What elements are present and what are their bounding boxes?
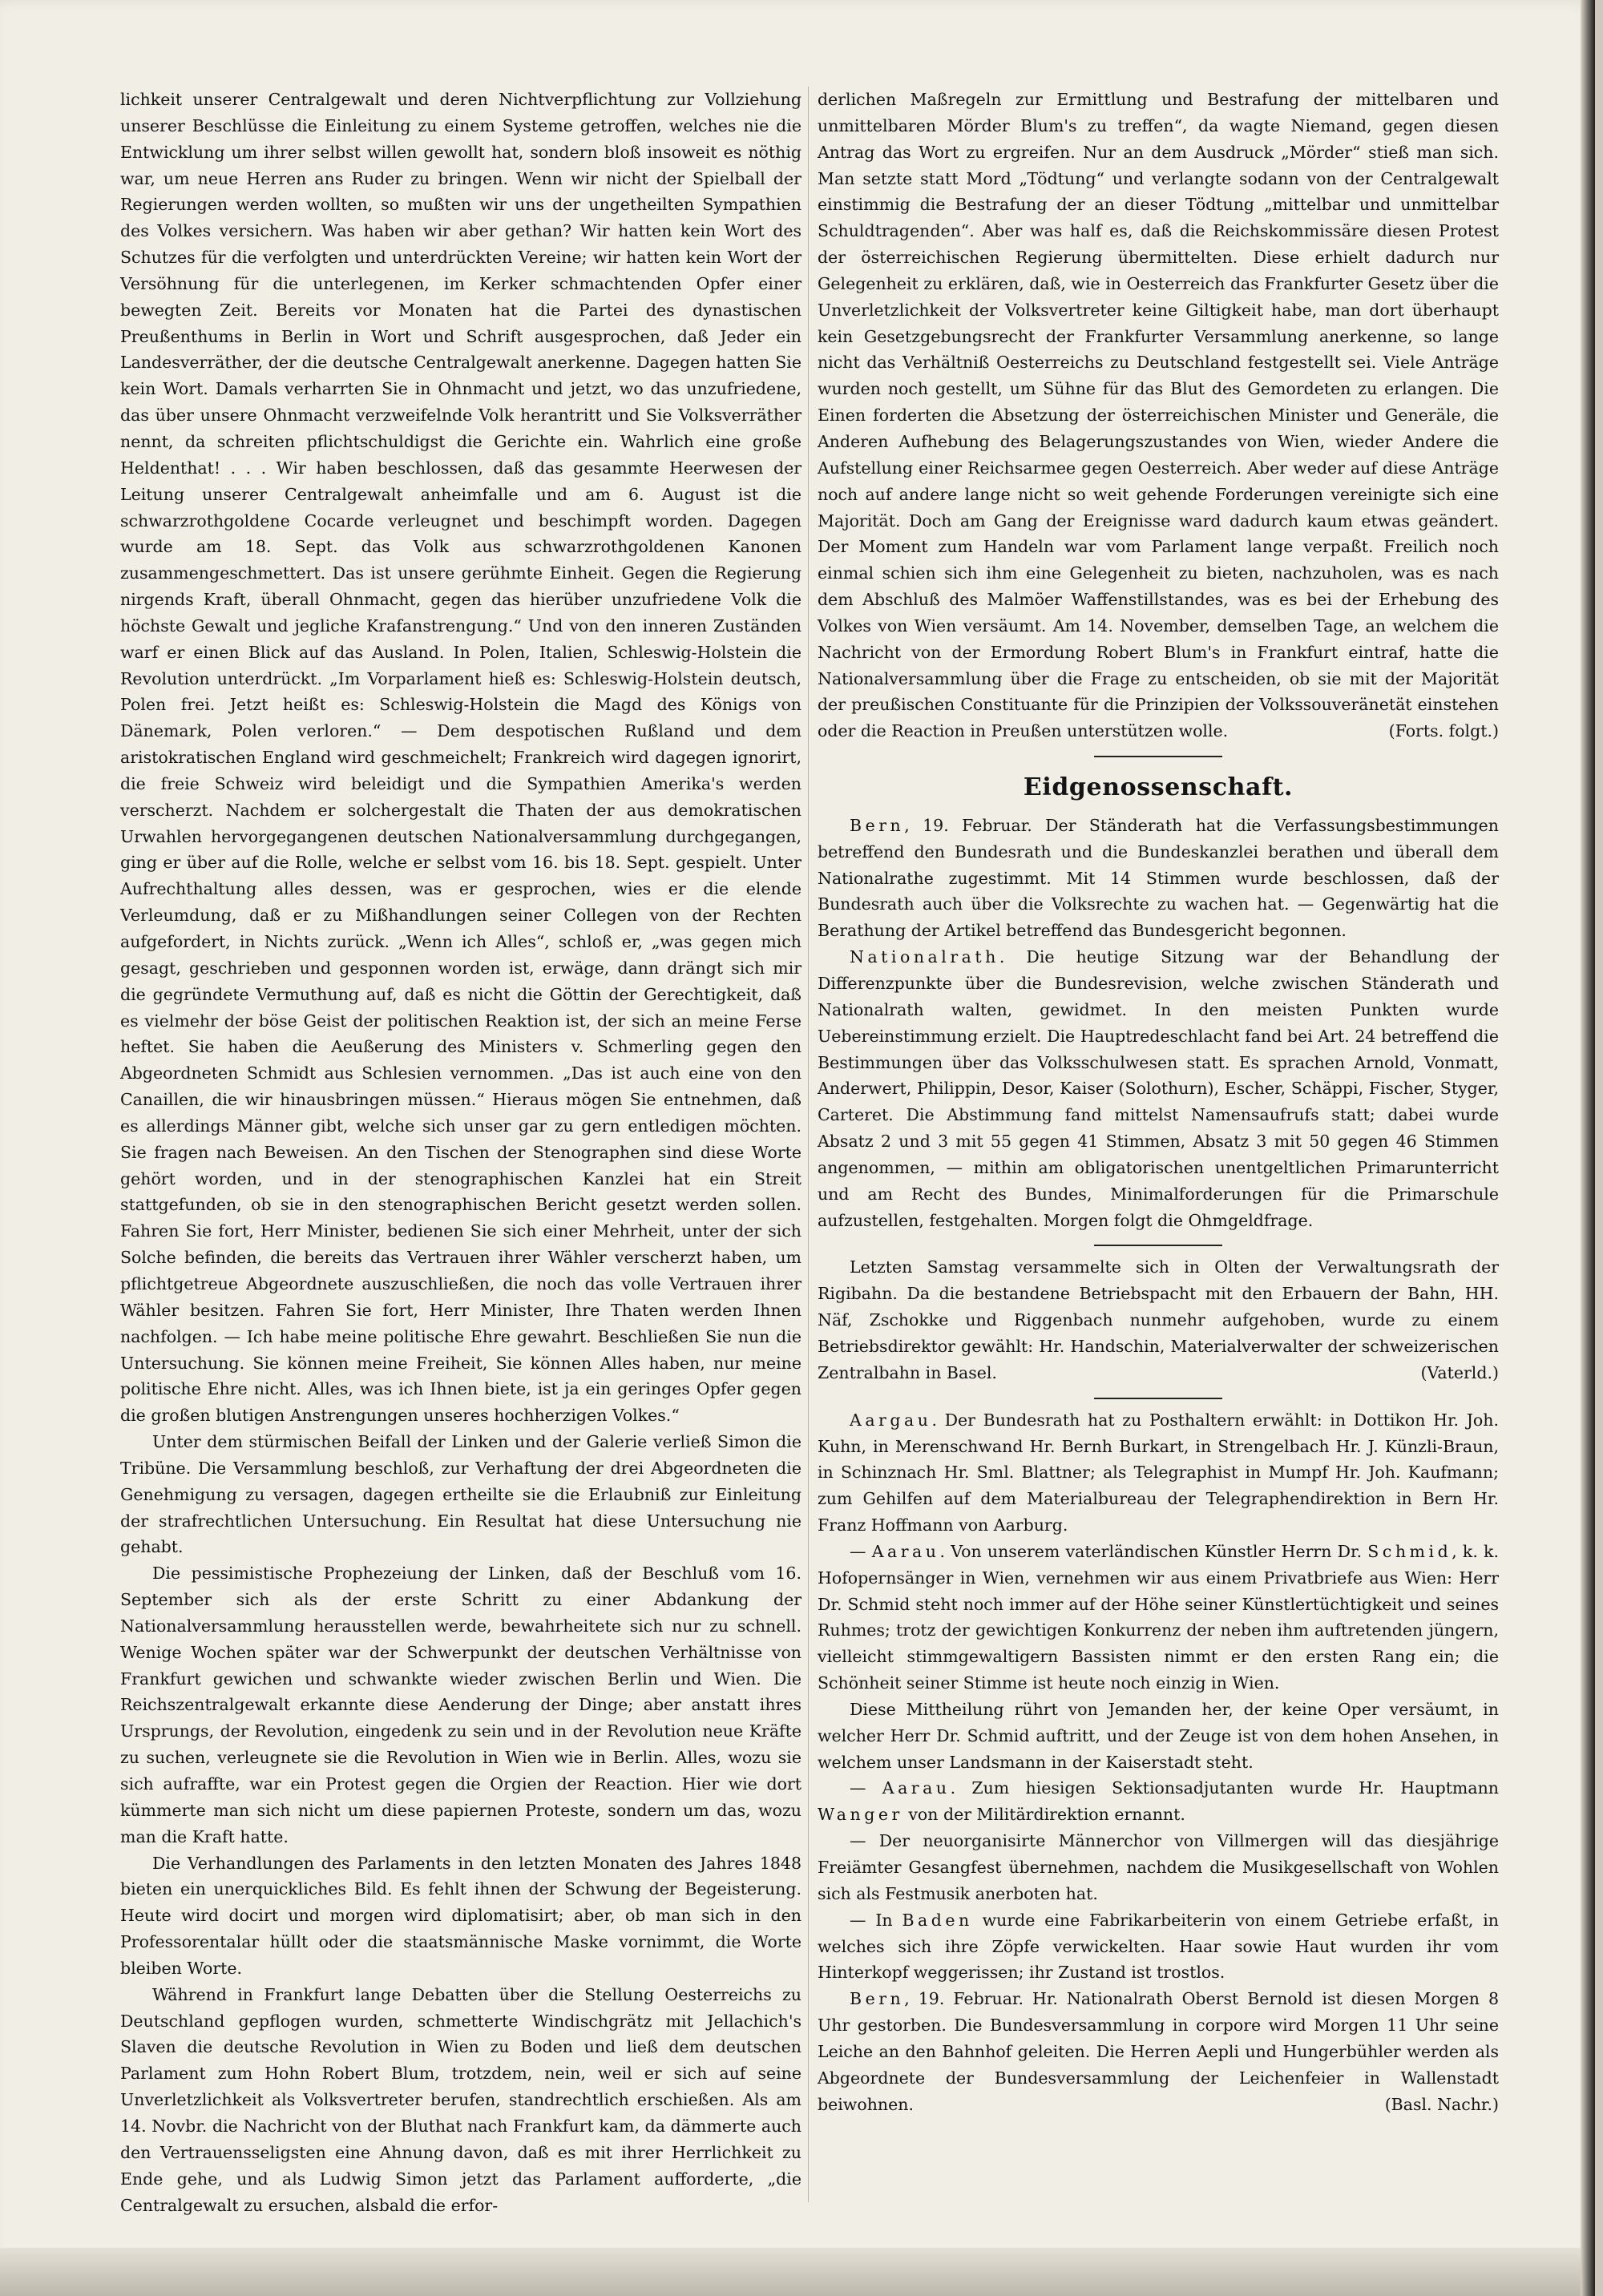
news-item-followup: Diese Mittheilung rührt von Jemanden her, der keine Oper versäumt, in welcher Herr Dr. Schmid auftritt, und der Zeuge ist von dem hohen Ansehen, in welchem unser Landsmann in der Kaiserstadt steht. [818, 1699, 1499, 1772]
news-item-olten [818, 1254, 1499, 1386]
page-bottom-strip [0, 2248, 1581, 2296]
article-continuation-text: derlichen Maßregeln zur Ermittlung und Bestrafung der mittelbaren und unmittelbaren Mörder Blum's zu treffen“, da wagte Niemand, gegen diesen Antrag das Wort zu ergreifen. Nur an dem Ausdruck „Mörder“ stieß man sich. Man setzte statt Mord „Tödtung“ und verlangte sodann von der Centralgewalt einstimmig die Bestrafung der an dieser Tödtung „mittelbar und unmittelbar Schuldtragenden“. Aber was half es, daß die Reichskommissäre diesen Protest der österreichischen Regierung übermittelten. Diese erhielt dadurch nur Gelegenheit zu erklären, daß, wie in Oesterreich das Frankfurter Gesetz über die Unverletzlichkeit der Volksvertreter keine Giltigkeit habe, man dort überhaupt kein Gesetzgebungsrecht der Frankfurter Versammlung anerkenne, so lange nicht das Verhältniß Oesterreichs zu Deutschland festgestellt sei. Viele Anträge wurden noch gestellt, um Sühne für das Blut des Gemordeten zu erlangen. Die Einen forderten die Absetzung der österreichischen Minister und Generäle, die Anderen Aufhebung des Belagerungszustandes von Wien, wieder Andere die Aufstellung einer Reichsarmee gegen Oesterreich. Aber weder auf diese Anträge noch auf andere lange nicht so weit gehende Forderungen vereinigte sich eine Majorität. Doch am Gang der Ereignisse ward dadurch kaum etwas geändert. Der Moment zum Handeln war vom Parlament lange verpaßt. Freilich noch einmal schien sich ihm eine Gelegenheit zu bieten, nachzuholen, was es nach dem Abschluß des Malmöer Waffenstillstandes, was es bei der Erhebung des Volkes von Wien versäumt. Am 14. November, demselben Tage, an welchem die Nachricht von der Ermordung Robert Blum's in Frankfurt eintraf, hatte die Nationalversammlung über die Frage zu entscheiden, ob sie mit der Majorität der preußischen Constituante für die Prinzipien der Volkssouveränetät einstehen oder die Reaction in Preußen unterstützen wolle. [818, 90, 1499, 741]
news-text: Letzten Samstag versammelte sich in Olten der Verwaltungsrath der Rigibahn. Da die bestandene Betriebspacht mit den Erbauern der Bahn, HH. Näf, Zschokke und Riggenbach nunmehr aufgehoben, wurde zu einem Betriebsdirektor gewählt: Hr. Handschin, Materialverwalter der schweizerischen Zentralbahn in Basel. [818, 1257, 1499, 1382]
article-paragraph: lichkeit unserer Centralgewalt und deren Nichtverpflichtung zur Vollziehung unserer Beschlüsse die Einleitung zu einem Systeme getroffen, welches nie die Entwicklung um ihrer selbst willen gewollt hat, sondern bloß insoweit es nöthig war, um neue Herren ans Ruder zu bringen. Wenn wir nicht der Spielball der Regierungen werden wollten, so mußten wir uns der ungetheilten Sympathien des Volkes versichern. Was haben wir aber gethan? Wir hatten kein Wort des Schutzes für die verfolgten und unterdrückten Vereine; wir hatten kein Wort der Versöhnung für die unterlegenen, im Kerker schmachtenden Opfer einer bewegten Zeit. Bereits vor Monaten hat die Partei des dynastischen Preußenthums in Berlin in Wort und Schrift ausgesprochen, daß Jeder ein Landesverräther, der die deutsche Centralgewalt anerkenne. Dagegen hatten Sie kein Wort. Damals verharrten Sie in Ohnmacht und jetzt, wo das unzufriedene, das über unsere Ohnmacht verzweifelnde Volk herantritt und Sie Volksverräther nennt, da schreiten pflichtschuldigst die Gerichte ein. Wahrlich eine große Heldenthat! . . . Wir haben beschlossen, daß das gesammte Heerwesen der Leitung unserer Centralgewalt anheimfalle und am 6. August ist die schwarzrothgoldene Cocarde verleugnet und beschimpft worden. Dagegen wurde am 18. Sept. das Volk aus schwarzrothgoldenen Kanonen zusammengeschmettert. Das ist unsere gerühmte Einheit. Gegen die Regierung nirgends Kraft, überall Ohnmacht, gegen das hierüber unzufriedene Volk die höchste Gewalt und jegliche Krafanstrengung.“ Und von den inneren Zuständen warf er einen Blick auf das Ausland. In Polen, Italien, Schleswig-Holstein die Revolution unterdrückt. „Im Vorparlament hieß es: Schleswig-Holstein deutsch, Polen frei. Jetzt heißt es: Schleswig-Holstein die Magd des Königs von Dänemark, Polen verloren.“ — Dem despotischen Rußland und dem aristokratischen England wird geschmeichelt; Frankreich wird dagegen ignorirt, die freie Schweiz wird beleidigt und die Sympathien Amerika's werden verscherzt. Nachdem er solchergestalt die Thaten der aus demokratischen Urwahlen hervorgegangenen deutschen Nationalversammlung durchgegangen, ging er über auf die Rolle, welche er selbst vom 16. bis 18. Sept. gespielt. Unter Aufrechthaltung alles dessen, was er gesprochen, wies er die elende Verleumdung, daß er zu Mißhandlungen seiner Collegen von der Rechten aufgefordert, in Nichts zurück. „Wenn ich Alles“, schloß er, „was gegen mich gesagt, geschrieben und gesponnen worden ist, erwäge, dann drängt sich mir die gegründete Vermuthung auf, daß es nicht die Göttin der Gerechtigkeit, daß es vielmehr der böse Geist der politischen Reaktion ist, der sich an meine Ferse heftet. Sie haben die Aeußerung des Ministers v. Schmerling gegen den Abgeordneten Schmidt aus Schlesien vernommen. „Das ist auch eine von den Canaillen, die wir hinausbringen müssen.“ Hieraus mögen Sie entnehmen, daß es allerdings Männer gibt, welche sich unser gar zu gern entledigen möchten. Sie fragen nach Beweisen. An den Tischen der Stenographen sind diese Worte gehört worden, und in der stenographischen Kanzlei hat ein Streit stattgefunden, ob sie in den stenographischen Bericht gesetzt werden sollen. Fahren Sie fort, Herr Minister, bedienen Sie sich einer Mehrheit, unter der sich Solche befinden, die bereits das Vertrauen ihrer Wähler verscherzt haben, um pflichtgetreue Abgeordnete auszuschließen, die noch das volle Vertrauen ihrer Wähler besitzen. Fahren Sie fort, Herr Minister, Ihre Thaten werden Ihnen nachfolgen. — Ich habe meine politische Ehre gewahrt. Beschließen Sie nun die Untersuchung. Sie können meine Freiheit, Sie können Alles haben, nur meine politische Ehre nicht. Alles, was ich Ihnen biete, ist ja ein geringes Opfer gegen die großen blutigen Anstrengungen unseres hochherzigen Volkes.“ [120, 90, 802, 1426]
news-text: von der Militärdirektion ernannt. [902, 1805, 1185, 1825]
news-item-nationalrath [818, 944, 1499, 1233]
column-divider [808, 87, 809, 2202]
article-paragraph: Während in Frankfurt lange Debatten über die Stellung Oesterreichs zu Deutschland gepflogen wurden, schmetterte Windischgrätz mit Jellachich's Slaven die deutsche Revolution in Wien zu Boden und ließ dem deutschen Parlament zum Hohn Robert Blum, trotzdem, nein, weil er sich auf seine Unverletzlichkeit als Volksvertreter berufen, standrechtlich erschießen. Als am 14. Novbr. die Nachricht von der Bluthat nach Frankfurt kam, da dämmerte auch den Vertrauensseligsten eine Ahnung davon, daß es mit ihrer Herrlichkeit zu Ende gehe, und als Ludwig Simon jetzt das Parlament aufforderte, „die Centralgewalt zu ersuchen, alsbald die erfor- [120, 1984, 802, 2215]
news-text: , k. k. Hofopernsänger in Wien, vernehmen wir aus einem Privatbriefe aus Wien: Herr Dr. Schmid steht noch immer auf der Höhe seiner Künstlertüchtigkeit und seines Ruhmes; trotz der gewichtigen Konkurrenz der neben ihm auftretenden jüngern, vielleicht stimmgewaltigern Bassisten nimmt er den ersten Rang ein; die Schönheit seiner Stimme ist heute noch einzig in Wien. [818, 1541, 1499, 1693]
source-attribution: (Vaterld.) [1420, 1362, 1499, 1382]
section-title: Eidgenossenschaft. [1023, 773, 1294, 802]
dateline-place: Aarau [882, 1778, 951, 1798]
news-text: wurde eine Fabrikarbeiterin von einem Getriebe erfaßt, in welches sich ihre Zöpfe verwickelten. Haar sowie Haut wurden ihr vom Hinterkopf weggerissen; ihr Zustand ist trostlos. [818, 1910, 1499, 1983]
news-text: . Zum hiesigen Sektionsadjutanten wurde Hr. Hauptmann [950, 1778, 1499, 1798]
section-rule [1094, 1398, 1222, 1399]
article-paragraph: Die pessimistische Prophezeiung der Linken, daß der Beschluß vom 16. September sich als der erste Schritt zu einer Abdankung der Nationalversammlung herausstellen werde, bewahrheitete sich nur zu schnell. Wenige Wochen später war der Schwerpunkt der deutschen Verhältnisse von Frankfurt gewichen und schwankte wieder zwischen Berlin und Wien. Die Reichszentralgewalt erkannte diese Aenderung der Dinge; aber anstatt ihres Ursprungs, der Revolution, eingedenk zu sein und in der Revolution neue Kräfte zu suchen, verleugnete sie die Revolution in Wien wie in Berlin. Alles, wozu sie sich aufraffte, war ein Protest gegen die Orgien der Reaction. Hier wie dort kümmerte man sich nicht um diese papiernen Proteste, sondern um das, wozu man die Kraft hatte. [120, 1564, 802, 1846]
news-item-bern-bernold [818, 1986, 1499, 2117]
news-item-villmergen: — Der neuorganisirte Männerchor von Villmergen will das diesjährige Freiämter Gesangfest übernehmen, nachdem die Musikgesellschaft von Wohlen sich als Festmusik anerboten hat. [818, 1831, 1499, 1903]
person-name: Schmid [1367, 1541, 1452, 1561]
section-rule [1094, 756, 1222, 757]
dash-prefix: — [850, 1778, 882, 1798]
news-item-bern [818, 813, 1499, 944]
news-item-aarau-wanger [818, 1775, 1499, 1828]
article-continuation [818, 87, 1499, 744]
article-paragraph: Unter dem stürmischen Beifall der Linken und der Galerie verließ Simon die Tribüne. Die Versammlung beschloß, zur Verhaftung der drei Abgeordneten die Genehmigung zu versagen, dagegen ertheilte sie die Erlaubniß zur Einleitung der strafrechtlichen Untersuchung. Ein Resultat hat diese Untersuchung nie gehabt. [120, 1432, 802, 1557]
page-edge-shadow [1581, 0, 1595, 2296]
news-text: . Von unserem vaterländischen Künstler Herrn Dr. [939, 1541, 1368, 1561]
person-name: Wanger [818, 1805, 903, 1825]
dash-prefix: — In [850, 1910, 902, 1930]
news-text: . Der Bundesrath hat zu Posthaltern erwählt: in Dottikon Hr. Joh. Kuhn, in Merenschwand Hr. Bernh Burkart, in Strengelbach Hr. J. Künzli-Braun, in Schinznach Hr. Sml. Blattner; als Telegraphist in Mumpf Hr. Joh. Kaufmann; zum Gehilfen auf dem Materialbureau der Telegraphendirektion in Bern Hr. Franz Hoffmann von Aarburg. [818, 1410, 1499, 1535]
left-column [120, 87, 802, 2218]
section-rule [1094, 1245, 1222, 1246]
dateline-place: Baden [902, 1910, 973, 1930]
continuation-note: (Forts. folgt.) [1388, 721, 1499, 741]
news-item-aarau-schmid [818, 1539, 1499, 1697]
news-text: , 19. Februar. Der Ständerath hat die Verfassungsbestimmungen betreffend den Bundesrath und die Bundeskanzlei berathen und überall dem Nationalrathe zugestimmt. Mit 14 Stimmen wurde beschlossen, daß der Bundesrath auch über die Volksrechte zu wachen hat. — Gegenwärtig hat die Berathung der Artikel betreffend das Bundesgericht begonnen. [818, 815, 1499, 941]
dateline-place: Aarau [871, 1541, 940, 1561]
right-column [818, 87, 1499, 2117]
source-attribution: (Basl. Nachr.) [1384, 2094, 1499, 2114]
article-paragraph: Die Verhandlungen des Parlaments in den letzten Monaten des Jahres 1848 bieten ein unerquickliches Bild. Es fehlt ihnen der Schwung der Begeisterung. Heute wird docirt und morgen wird diplomatisirt; aber, ob man sich in den Professorentalar hüllt oder die staatsmännische Maske vornimmt, die Worte bleiben Worte. [120, 1853, 802, 1978]
dateline-place: Bern [850, 1989, 905, 2009]
news-item-aargau [818, 1407, 1499, 1539]
news-text: , 19. Februar. Hr. Nationalrath Oberst Bernold ist diesen Morgen 8 Uhr gestorben. Die Bundesversammlung in corpore wird Morgen 11 Uhr seine Leiche an den Bahnhof geleiten. Die Herren Aepli und Hungerbühler werden als Abgeordnete der Bundesversammlung der Leichenfeier in Wallenstadt beiwohnen. [818, 1989, 1499, 2114]
news-item-baden [818, 1907, 1499, 1987]
dateline-place: Bern [850, 815, 905, 835]
news-text: . Die heutige Sitzung war der Behandlung der Differenzpunkte über die Bundesrevision, welche zwischen Ständerath und Nationalrath walten, gewidmet. In den meisten Punkten wurde Uebereinstimmung erzielt. Die Hauptredeschlacht fand bei Art. 24 betreffend die Bestimmungen über das Volksschulwesen statt. Es sprachen Arnold, Vonmatt, Anderwert, Philippin, Desor, Kaiser (Solothurn), Escher, Schäppi, Fischer, Styger, Carteret. Die Abstimmung fand mittelst Namensaufrufs statt; dabei wurde Absatz 2 und 3 mit 55 gegen 41 Stimmen, Absatz 3 mit 50 gegen 46 Stimmen angenommen, — mithin am obligatorischen unentgeltlichen Primarunterricht und am Recht des Bundes, Minimalforderungen für die Primarschule aufzustellen, festgehalten. Morgen folgt die Ohmgeldfrage. [818, 947, 1499, 1230]
dateline-place: Nationalrath [850, 947, 999, 967]
dateline-place: Aargau [850, 1410, 932, 1430]
dash-prefix: — [850, 1541, 872, 1561]
